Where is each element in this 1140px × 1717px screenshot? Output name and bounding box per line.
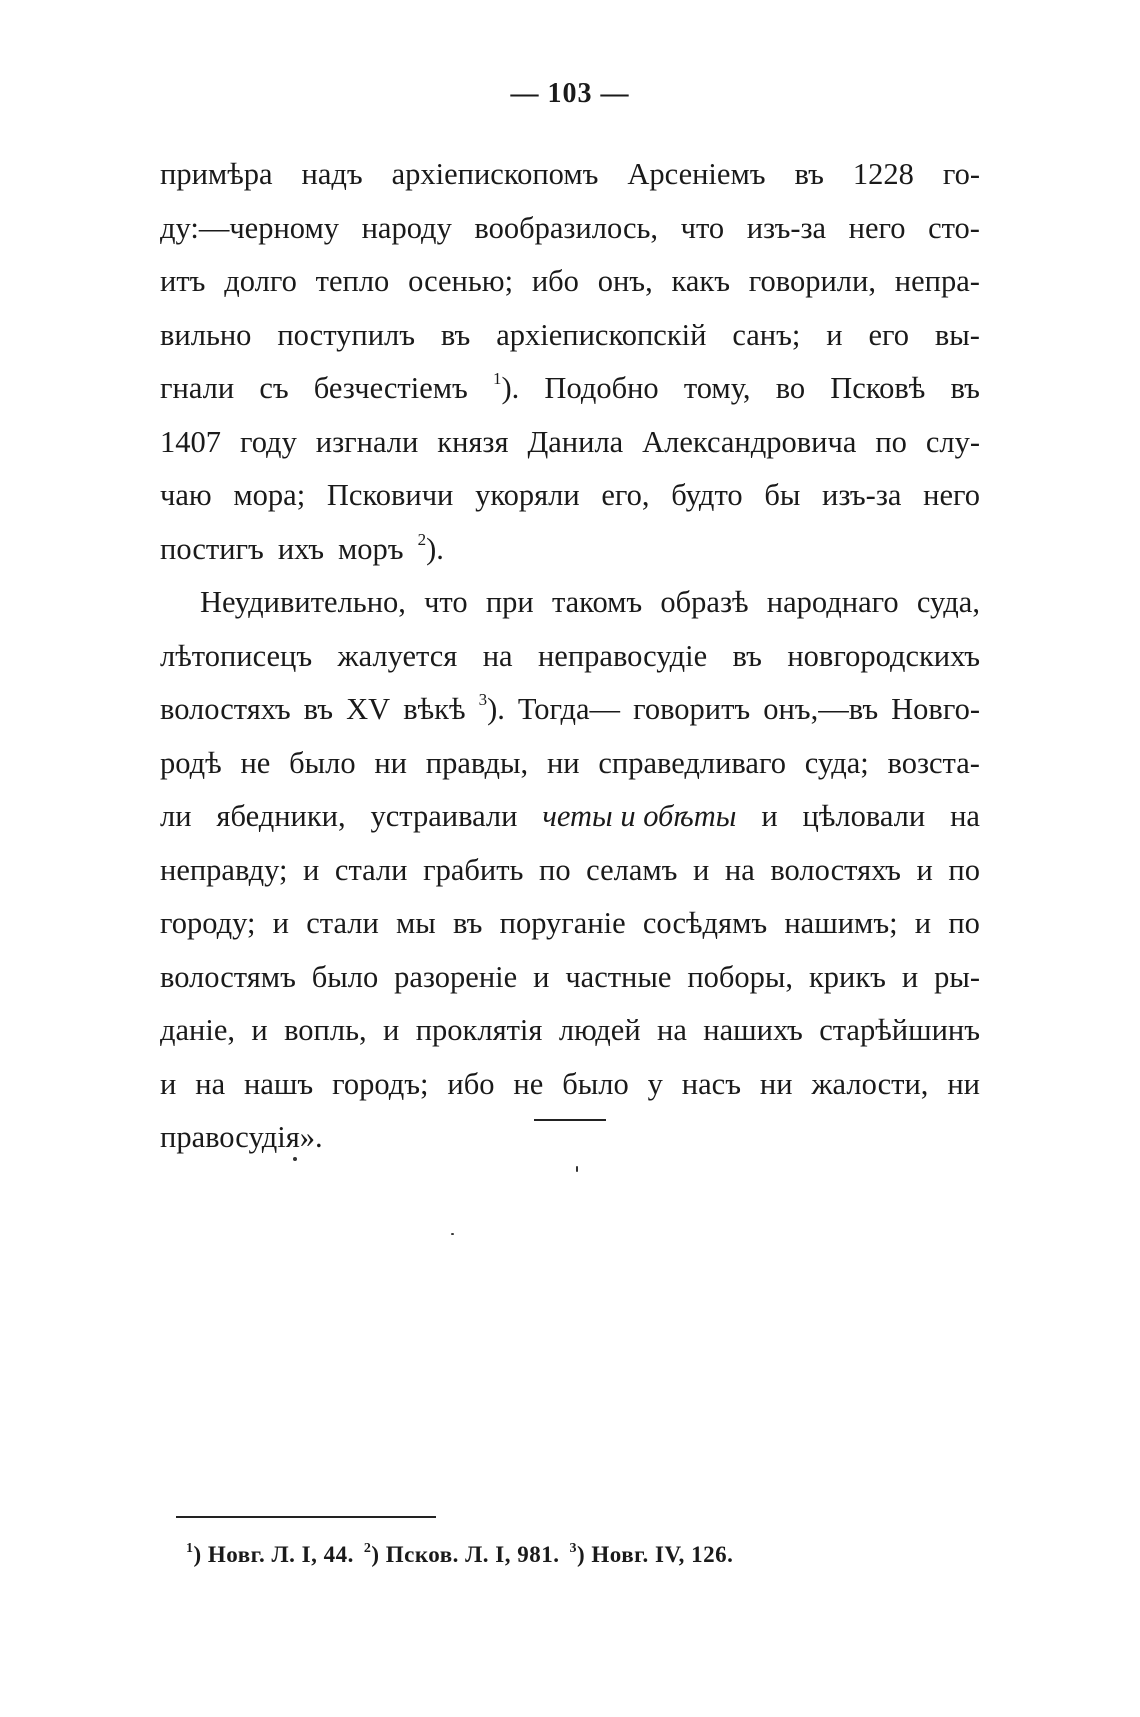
- word: укоряли: [475, 478, 580, 512]
- word: ибо: [531, 264, 579, 298]
- word: образѣ: [660, 585, 749, 619]
- footnote-item: [186, 1542, 354, 1567]
- text-line: [160, 737, 980, 791]
- word: въ: [950, 371, 980, 405]
- word: крикъ: [808, 959, 886, 994]
- word: что: [680, 210, 725, 245]
- word: XV: [346, 692, 391, 726]
- word: поступилъ: [277, 317, 416, 352]
- word: изгнали: [315, 424, 419, 459]
- text-line: [160, 148, 980, 202]
- text-line: [160, 630, 980, 684]
- word: жалости,: [811, 1066, 929, 1101]
- word: надъ: [301, 157, 363, 191]
- word: правосудія».: [160, 1120, 323, 1154]
- word: въ: [732, 638, 762, 673]
- word: справедливаго: [598, 745, 786, 780]
- text-line: [160, 683, 980, 737]
- word: мы: [396, 906, 436, 940]
- word: изъ-за: [746, 210, 827, 245]
- footnotes: [186, 1542, 743, 1568]
- body-text: [160, 148, 980, 1165]
- word: суда,: [916, 585, 980, 619]
- word: волостямъ: [160, 959, 296, 994]
- word: и: [914, 906, 932, 940]
- word: его,: [601, 478, 650, 512]
- text-line: [160, 1058, 980, 1112]
- word: ни: [947, 1066, 980, 1101]
- word: такомъ: [551, 585, 643, 619]
- footnote-item: [364, 1542, 560, 1567]
- word: стали: [334, 852, 408, 887]
- word: устраивали: [370, 799, 518, 833]
- word: и: [916, 852, 933, 887]
- word: въ: [453, 906, 483, 940]
- word: въ: [794, 157, 824, 191]
- word: го-: [942, 157, 980, 191]
- word: ду:—черному: [160, 210, 340, 245]
- section-divider: [534, 1119, 606, 1121]
- word: и: [826, 317, 843, 352]
- word: и: [383, 1013, 400, 1047]
- word: поборы,: [687, 959, 794, 994]
- word: народу: [361, 210, 452, 245]
- text-line: [160, 576, 980, 630]
- word: по: [539, 852, 571, 887]
- word: постигъ: [160, 531, 264, 566]
- word: возста-: [887, 745, 980, 780]
- word: гнали: [160, 371, 235, 405]
- text-line: [160, 897, 980, 951]
- word: и: [251, 1013, 268, 1047]
- word: онъ,: [597, 264, 653, 298]
- word: архіепископомъ: [391, 157, 599, 191]
- word: неправду;: [160, 852, 288, 887]
- word: году: [239, 424, 297, 459]
- word: тепло: [315, 264, 390, 298]
- word: грабить: [423, 852, 524, 887]
- word: Александровича: [642, 424, 857, 459]
- word: ябедники,: [216, 799, 346, 833]
- word: говоритъ: [633, 692, 751, 726]
- word: Подобно: [544, 371, 659, 405]
- word: во: [775, 371, 806, 405]
- word: мора;: [233, 478, 306, 512]
- word: лѣтописецъ: [160, 638, 313, 673]
- word: стали: [306, 906, 379, 940]
- word: и: [272, 906, 289, 940]
- word: проклятія: [415, 1013, 543, 1047]
- word: бы: [764, 478, 801, 512]
- footnote-text: ) Псков. Л. I, 981.: [371, 1542, 560, 1567]
- text-line: [160, 202, 980, 256]
- word: безчестіемъ: [313, 371, 468, 405]
- text-line: [160, 523, 980, 577]
- word: даніе,: [160, 1013, 236, 1047]
- footnote-mark: 1: [186, 1541, 194, 1556]
- word: и: [303, 852, 320, 887]
- word: Новго-: [891, 692, 980, 726]
- word: архіепископскій: [496, 317, 707, 352]
- word: сосѣдямъ: [642, 906, 768, 940]
- word: вообразилось,: [474, 210, 659, 245]
- word: неправосудіе: [537, 638, 708, 673]
- word: и: [761, 799, 778, 833]
- word: итъ: [160, 264, 206, 298]
- word: городъ;: [332, 1066, 429, 1101]
- word: Псковичи: [326, 478, 454, 512]
- word: непра-: [894, 264, 980, 298]
- word: говорили,: [748, 264, 876, 298]
- word: Неудивительно,: [200, 585, 406, 619]
- word: на: [657, 1013, 687, 1047]
- word: ни: [546, 745, 580, 780]
- footnote-text: ) Новг. IV, 126.: [577, 1542, 734, 1567]
- word: и: [160, 1066, 177, 1101]
- word: было: [289, 745, 356, 780]
- scan-speck: [293, 1157, 297, 1161]
- word: нашъ: [244, 1066, 314, 1101]
- word: примѣра: [160, 157, 273, 191]
- footnote-separator: [176, 1516, 436, 1518]
- word: и: [901, 959, 919, 994]
- footnote-reference: $^1$).: [492, 369, 520, 405]
- footnote-reference: $^2$).: [417, 529, 444, 566]
- word: въ: [303, 692, 334, 726]
- word: Данила: [527, 424, 624, 459]
- page-number: — 103 —: [510, 78, 630, 109]
- word: новгородскихъ: [787, 638, 980, 673]
- word: что: [424, 585, 468, 619]
- word: на: [950, 799, 980, 833]
- word: съ: [259, 371, 289, 405]
- word: какъ: [671, 264, 730, 298]
- word: санъ;: [732, 317, 801, 352]
- word: въ: [440, 317, 471, 352]
- word: не: [240, 745, 271, 780]
- word: ихъ: [277, 531, 324, 566]
- word: на: [724, 852, 755, 887]
- word: было: [562, 1066, 629, 1101]
- word: изъ-за: [822, 478, 902, 512]
- word: селамъ: [586, 852, 678, 887]
- word: моръ: [338, 531, 404, 566]
- footnote-reference: $^3$).: [478, 690, 505, 726]
- word: народнаго: [766, 585, 899, 619]
- text-line: [160, 469, 980, 523]
- word: 1407: [160, 424, 221, 459]
- text-line: [160, 309, 980, 363]
- word: ры-: [934, 959, 980, 994]
- word: у: [647, 1066, 663, 1101]
- word: вѣкѣ: [403, 692, 466, 726]
- footnote-item: [570, 1542, 734, 1567]
- text-line: [160, 255, 980, 309]
- footnote-text: ) Новг. Л. I, 44.: [193, 1542, 354, 1567]
- word: князя: [437, 424, 509, 459]
- word: поруганіе: [499, 906, 626, 940]
- word: вопль,: [284, 1013, 367, 1047]
- word: Арсеніемъ: [627, 157, 766, 191]
- word: осенью;: [408, 264, 514, 298]
- word: чаю: [160, 478, 212, 512]
- text-line: [160, 951, 980, 1005]
- word: жалуется: [337, 638, 458, 673]
- word: Псковѣ: [830, 371, 926, 405]
- word: слу-: [925, 424, 980, 459]
- word: правды,: [425, 745, 529, 780]
- word: родѣ: [160, 745, 222, 780]
- text-line: [160, 790, 980, 844]
- scan-speck: [576, 1166, 578, 1172]
- word: цѣловали: [802, 799, 926, 833]
- word: старѣйшинъ: [819, 1013, 980, 1047]
- word: ибо: [447, 1066, 495, 1101]
- word: него: [923, 478, 980, 512]
- word: на: [195, 1066, 226, 1101]
- word: 1228: [852, 157, 914, 191]
- word: не: [513, 1066, 544, 1101]
- word: было: [311, 959, 379, 994]
- word: суда;: [804, 745, 869, 780]
- word: по: [948, 852, 980, 887]
- word: его: [868, 317, 910, 352]
- word: на: [482, 638, 513, 673]
- word: нашимъ;: [784, 906, 898, 940]
- word: будто: [671, 478, 743, 512]
- word: по: [875, 424, 907, 459]
- word: сто-: [928, 210, 980, 245]
- word: него: [848, 210, 906, 245]
- word: нашихъ: [703, 1013, 803, 1047]
- word: городу;: [160, 906, 256, 940]
- text-line: [160, 844, 980, 898]
- footnote-mark: 2: [363, 1541, 372, 1556]
- word: долго: [224, 264, 297, 298]
- word: волостяхъ: [160, 692, 291, 726]
- word: по: [948, 906, 980, 940]
- word: разореніе: [394, 959, 518, 994]
- word: людей: [558, 1013, 641, 1047]
- text-line: [160, 1004, 980, 1058]
- word: насъ: [681, 1066, 741, 1101]
- word: ни: [374, 745, 408, 780]
- word: частные: [565, 959, 672, 994]
- word: при: [485, 585, 534, 619]
- footnote-mark: 3: [569, 1541, 577, 1556]
- word: и: [533, 959, 550, 994]
- text-line: [160, 362, 980, 416]
- scan-speck: [451, 1233, 454, 1235]
- word: и: [693, 852, 710, 887]
- word: вильно: [160, 317, 252, 352]
- word: онъ,—въ: [763, 692, 879, 726]
- word: ли: [160, 799, 192, 833]
- word: тому,: [683, 371, 751, 405]
- word: Тогда—: [517, 692, 621, 726]
- italic-phrase: четы и обѣты: [542, 799, 737, 833]
- word: волостяхъ: [770, 852, 901, 887]
- text-line: [160, 416, 980, 470]
- word: ни: [759, 1066, 793, 1101]
- word: вы-: [934, 317, 980, 352]
